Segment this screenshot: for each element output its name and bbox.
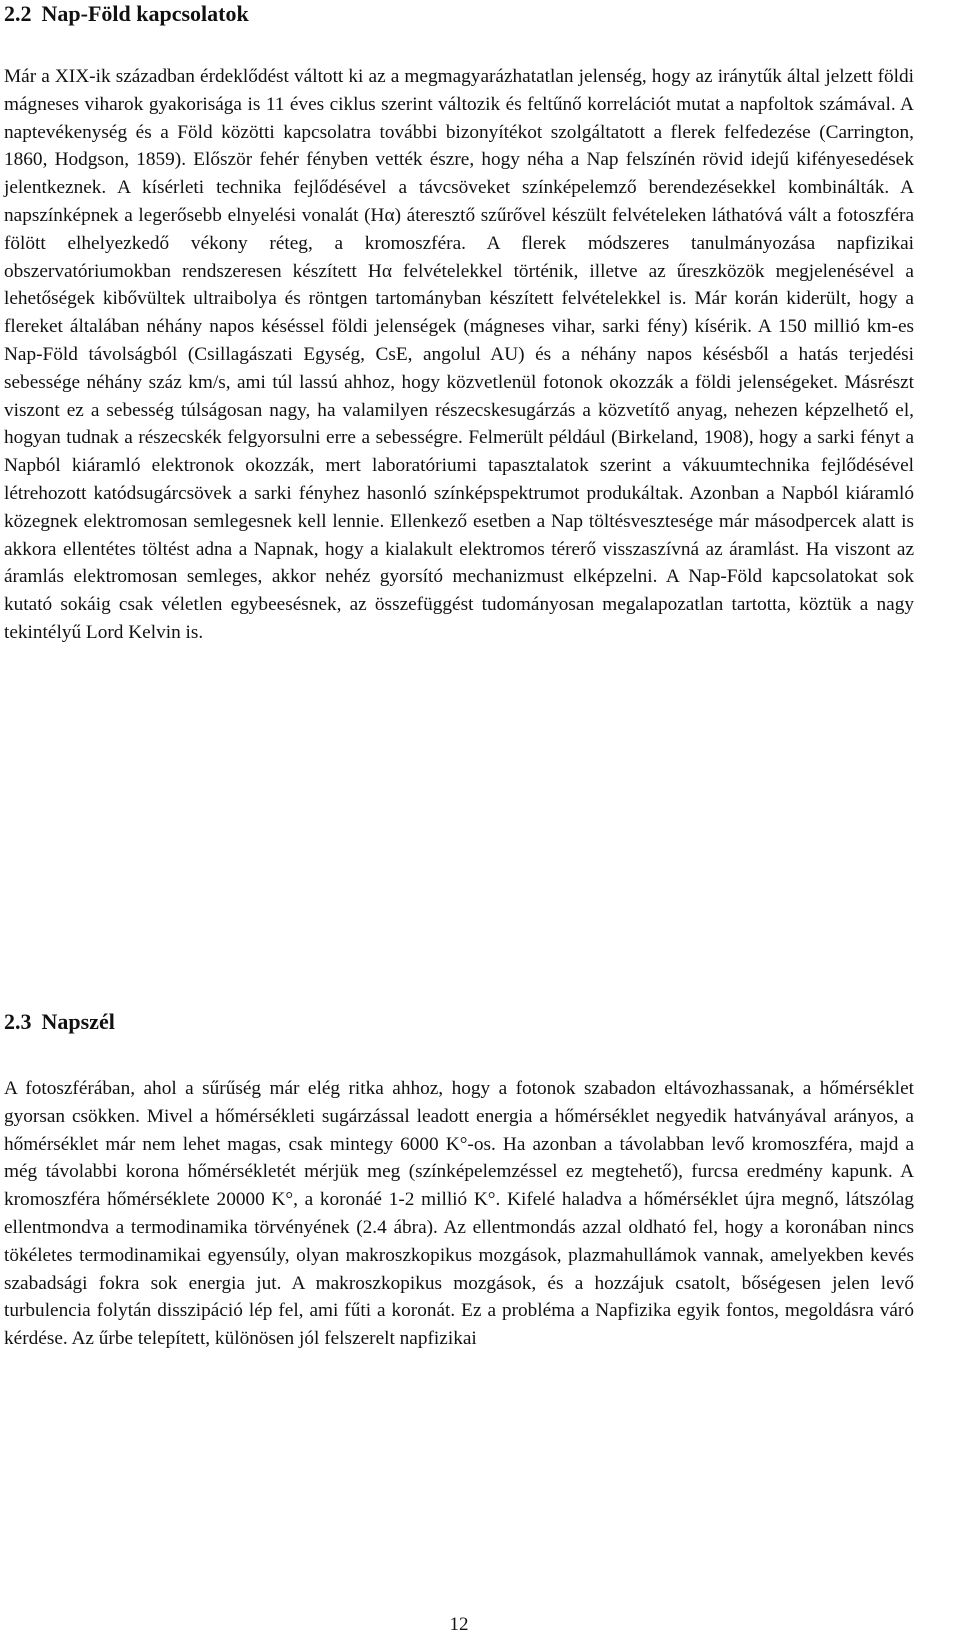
page-number: 12 [449, 1614, 469, 1635]
section-paragraph: A fotoszférában, ahol a sűrűség már elég ritka ahhoz, hogy a fotonok szabadon eltávozhassanak, a hőmérséklet gyorsan csökken. Mivel a hőmérsékleti sugárzással leadott energia a hőmérséklet negyedik hatványával arányos, a hőmérséklet már nem lehet magas, csak mintegy 6000 K°-os. Ha azonban a távolabban levő kromoszféra, majd a még távolabbi korona hőmérsékletét mérjük meg (színképelemzéssel ez megtehető), furcsa eredmény kapunk. A kromoszféra hőmérséklete 20000 K°, a koronáé 1-2 millió K°. Kifelé haladva a hőmérséklet újra megnő, látszólag ellentmondva a termodinamika törvényének (2.4 ábra). Az ellentmondás azzal oldható fel, hogy a koronában nincs tökéletes termodinamikai egyensúly, olyan makroszkopikus mozgások, plazmahullámok vannak, amelyekben kevés szabadsági fokra sok energia jut. A makroszkopikus mozgások, és a hozzájuk csatolt, bőségesen jelen levő turbulencia folytán disszipáció lép fel, ami fűti a koronát. Ez a probléma a Napfizika egyik fontos, megoldásra váró kérdése. Az űrbe telepített, különösen jól felszerelt napfizikai [4, 1078, 914, 1350]
section-title: Napszél [41, 1009, 115, 1034]
section-number: 2.3 [4, 1009, 32, 1034]
section-number: 2.2 [4, 1, 32, 26]
section-title: Nap-Föld kapcsolatok [41, 1, 249, 26]
section-heading [4, 1008, 115, 1036]
section-paragraph: Már a XIX-ik században érdeklődést váltott ki az a megmagyarázhatatlan jelenség, hogy az iránytűk által jelzett földi mágneses viharok gyakorisága is 11 éves ciklus szerint változik és feltűnő korrelációt mutat a napfoltok számával. A naptevékenység és a Föld közötti kapcsolatra további bizonyítékot szolgáltatott a flerek felfedezése (Carrington, 1860, Hodgson, 1859). Először fehér fényben vették észre, hogy néha a Nap felszínén rövid idejű kifényesedések jelentkeznek. A kísérleti technika fejlődésével a távcsöveket színképelemző berendezésekkel kombinálták. A napszínképnek a legerősebb elnyelési vonalát (Hα) áteresztő szűrővel készült felvételeken láthatóvá vált a fotoszféra fölött elhelyezkedő vékony réteg, a kromoszféra. A flerek módszeres tanulmányozása napfizikai obszervatóriumokban rendszeresen készített Hα felvételekkel történik, illetve az űreszközök megjelenésével a lehetőségek kibővültek ultraibolya és röntgen tartományban készített felvételekkel is. Már korán kiderült, hogy a flereket általában néhány napos késéssel földi jelenségek (mágneses vihar, sarki fény) kísérik. A 150 millió km-es Nap-Föld távolságból (Csillagászati Egység, CsE, angolul AU) és a néhány napos késésből a hatás terjedési sebessége néhány száz km/s, ami túl lassú ahhoz, hogy közvetlenül fotonok okozzák a földi jelenségeket. Másrészt viszont ez a sebesség túlságosan nagy, ha valamilyen részecskesugárzás a közvetítő anyag, nehezen képzelhető el, hogyan tudnak a részecskék felgyorsulni erre a sebességre. Felmerült például (Birkeland, 1908), hogy a sarki fényt a Napból kiáramló elektronok okozzák, mert laboratóriumi tapasztalatok szerint a vákuumtechnika fejlődésével létrehozott katódsugárcsövek a sarki fényhez hasonló színképspektrumot produkáltak. Azonban a Napból kiáramló közegnek elektromosan semlegesnek kell lennie. Ellenkező esetben a Nap töltésvesztesége már másodpercek alatt is akkora ellentétes töltést adna a Napnak, hogy a kialakult elektromos térerő visszaszívná az áramlást. Ha viszont az áramlás elektromosan semleges, akkor nehéz gyorsító mechanizmust elképzelni. A Nap-Föld kapcsolatokat sok kutató sokáig csak véletlen egybeesésnek, az összefüggést tudományosan megalapozatlan tartotta, köztük a nagy tekintélyű Lord Kelvin is. [4, 66, 914, 643]
section-heading [4, 0, 249, 28]
